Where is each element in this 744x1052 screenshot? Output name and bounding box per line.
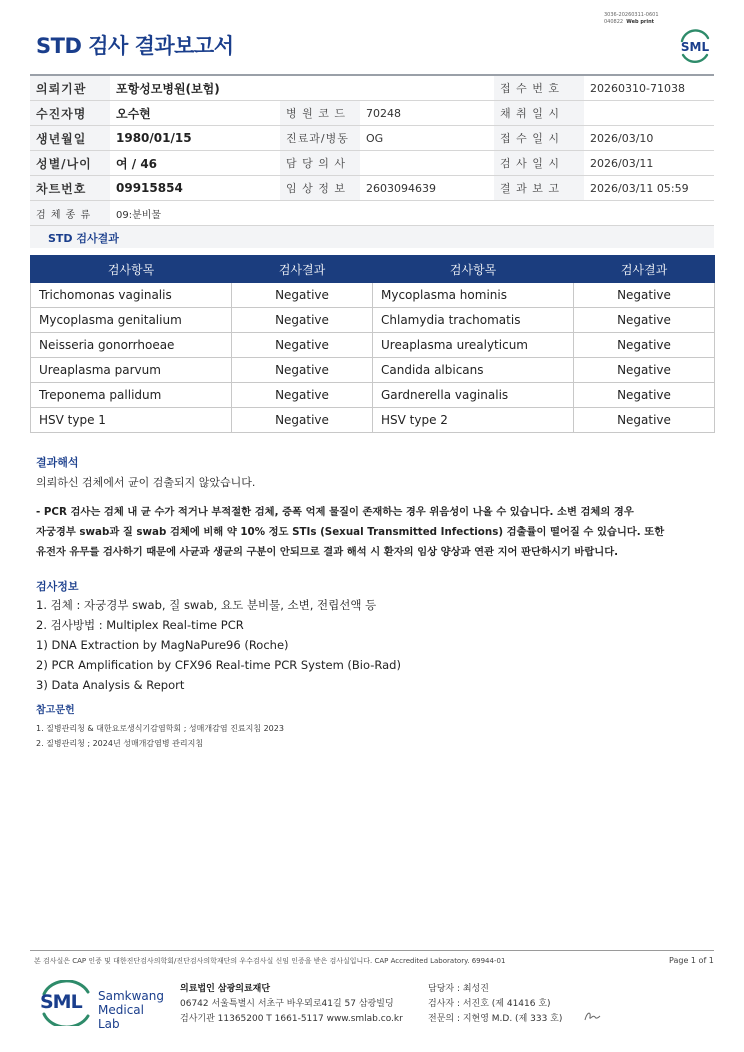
svg-text:SML: SML: [680, 40, 710, 54]
table-row: [31, 383, 715, 408]
info-row: [30, 126, 714, 151]
receipt-date-label: 접 수 일 시: [494, 126, 584, 151]
test-item: Gardnerella vaginalis: [373, 383, 574, 408]
hospital-code-value: 70248: [360, 101, 494, 126]
test-item: Chlamydia trachomatis: [373, 308, 574, 333]
test-date-value: 2026/03/11: [584, 151, 714, 176]
info-row: [30, 151, 714, 176]
test-item: HSV type 1: [31, 408, 232, 433]
test-info-list: [36, 595, 401, 695]
request-org-label: 의뢰기관: [30, 75, 110, 101]
test-item: Mycoplasma genitalium: [31, 308, 232, 333]
receipt-no-label: 접 수 번 호: [494, 75, 584, 101]
dept-label: 진료과/병동: [280, 126, 360, 151]
chart-value: 09915854: [110, 176, 280, 201]
sex-age-label: 성별/나이: [30, 151, 110, 176]
footer-logo: [36, 980, 166, 1031]
test-result: Negative: [574, 383, 715, 408]
section-header: [30, 226, 714, 248]
sml-logo-icon: [676, 25, 714, 63]
test-info-line: 2. 검사방법 : Multiplex Real-time PCR: [36, 618, 244, 632]
test-info-line: 3) Data Analysis & Report: [36, 678, 185, 692]
info-row: [30, 101, 714, 126]
table-row: [31, 358, 715, 383]
brand-name: Samkwang Medical Lab: [98, 989, 164, 1031]
interpretation-title: 결과해석: [36, 456, 79, 469]
test-date-label: 검 사 일 시: [494, 151, 584, 176]
test-result: Negative: [574, 283, 715, 308]
test-item: HSV type 2: [373, 408, 574, 433]
signature-icon: [582, 1008, 602, 1024]
section-title: STD 검사결과: [48, 232, 119, 245]
test-result: Negative: [232, 283, 373, 308]
test-item: Ureaplasma urealyticum: [373, 333, 574, 358]
test-info-line: 2) PCR Amplification by CFX96 Real-time PCR System (Bio-Rad): [36, 658, 401, 672]
table-row: [31, 308, 715, 333]
report-date-label: 결 과 보 고: [494, 176, 584, 201]
test-result: Negative: [232, 308, 373, 333]
test-item: Candida albicans: [373, 358, 574, 383]
hospital-code-label: 병 원 코 드: [280, 101, 360, 126]
clinical-value: 2603094639: [360, 176, 494, 201]
table-row: [31, 408, 715, 433]
test-result: Negative: [574, 333, 715, 358]
patient-label: 수진자명: [30, 101, 110, 126]
table-row: [31, 283, 715, 308]
test-result: Negative: [574, 408, 715, 433]
header-test-result: 검사결과: [232, 256, 373, 283]
header-test-item: 검사항목: [373, 256, 574, 283]
test-result: Negative: [574, 358, 715, 383]
logo-text: SML: [40, 991, 82, 1013]
company-info: 의료법인 삼광의료재단 06742 서울특별시 서초구 바우뫼로41길 57 삼광빌딩 검사기관 11365200 T 1661-5117 www.smlab.co.kr: [180, 984, 403, 1024]
test-info-line: 1) DNA Extraction by MagNaPure96 (Roche): [36, 638, 289, 652]
birth-value: 1980/01/15: [110, 126, 280, 151]
note-line: - PCR 검사는 검체 내 균 수가 적거나 부적절한 검체, 증폭 억제 물질이 존재하는 경우 위음성이 나올 수 있습니다. 소변 검체의 경우: [36, 506, 634, 518]
document-code: 3036-20260311-0601 040822 Web print: [604, 12, 659, 25]
report-date-value: 2026/03/11 05:59: [584, 176, 714, 201]
note-line: 자궁경부 swab과 질 swab 검체에 비해 약 10% 정도 STIs (Sexual Transmitted Infections) 검출률이 떨어질 수 있습니다. 또한: [36, 526, 665, 538]
test-result: Negative: [232, 383, 373, 408]
interpretation-summary: 의뢰하신 검체에서 균이 검출되지 않았습니다.: [36, 476, 256, 489]
specimen-value: 09:분비물: [110, 201, 714, 226]
table-row: [31, 333, 715, 358]
results-header-row: [31, 256, 715, 283]
test-item: Trichomonas vaginalis: [31, 283, 232, 308]
test-result: Negative: [574, 308, 715, 333]
test-item: Treponema pallidum: [31, 383, 232, 408]
test-result: Negative: [232, 358, 373, 383]
collect-date-label: 채 취 일 시: [494, 101, 584, 126]
clinical-label: 임 상 정 보: [280, 176, 360, 201]
reference-line: 1. 질병관리청 & 대한요로생식기감염학회 ; 성매개감염 진료지침 2023: [36, 724, 284, 733]
test-info-line: 1. 검체 : 자궁경부 swab, 질 swab, 요도 분비물, 소변, 전립선액 등: [36, 598, 377, 612]
references-list: [36, 721, 284, 751]
header-test-item: 검사항목: [31, 256, 232, 283]
references-title: 참고문헌: [36, 705, 75, 716]
sex-age-value: 여 / 46: [110, 151, 280, 176]
page-number: Page 1 of 1: [669, 956, 714, 965]
doctor-value: [360, 151, 494, 176]
info-row: [30, 75, 714, 101]
info-row: [30, 201, 714, 226]
note-line: 유전자 유무를 검사하기 때문에 사균과 생균의 구분이 안되므로 결과 해석 시 환자의 임상 양상과 연관 지어 판단하시기 바랍니다.: [36, 546, 619, 558]
patient-info-table: [30, 74, 714, 226]
results-table: [30, 255, 715, 433]
footer-divider: [30, 950, 714, 951]
accreditation-text: 본 검사실은 CAP 인증 및 대한진단검사의학회/진단검사의학재단의 우수검사실 신임 인증을 받은 검사실입니다. CAP Accredited Laboratory. 69944-01: [34, 957, 506, 965]
collect-date-value: [584, 101, 714, 126]
doctor-label: 담 당 의 사: [280, 151, 360, 176]
specimen-label: 검 체 종 류: [30, 201, 110, 226]
reference-line: 2. 질병관리청 ; 2024년 성매개감염병 관리지침: [36, 739, 204, 748]
chart-label: 차트번호: [30, 176, 110, 201]
request-org-value: 포항성모병원(보험): [110, 75, 494, 101]
test-item: Ureaplasma parvum: [31, 358, 232, 383]
info-row: [30, 176, 714, 201]
staff-info: 담당자 : 최성진 검사자 : 서진호 (제 41416 호) 전문의 : 지현영 M.D. (제 333 호): [428, 984, 563, 1024]
dept-value: OG: [360, 126, 494, 151]
receipt-no-value: 20260310-71038: [584, 75, 714, 101]
test-item: Mycoplasma hominis: [373, 283, 574, 308]
test-info-title: 검사정보: [36, 580, 79, 593]
test-item: Neisseria gonorrhoeae: [31, 333, 232, 358]
page-title: STD 검사 결과보고서: [36, 34, 234, 58]
birth-label: 생년월일: [30, 126, 110, 151]
test-result: Negative: [232, 408, 373, 433]
header-test-result: 검사결과: [574, 256, 715, 283]
receipt-date-value: 2026/03/10: [584, 126, 714, 151]
test-result: Negative: [232, 333, 373, 358]
patient-value: 오수현: [110, 101, 280, 126]
interpretation-note: [36, 502, 716, 562]
